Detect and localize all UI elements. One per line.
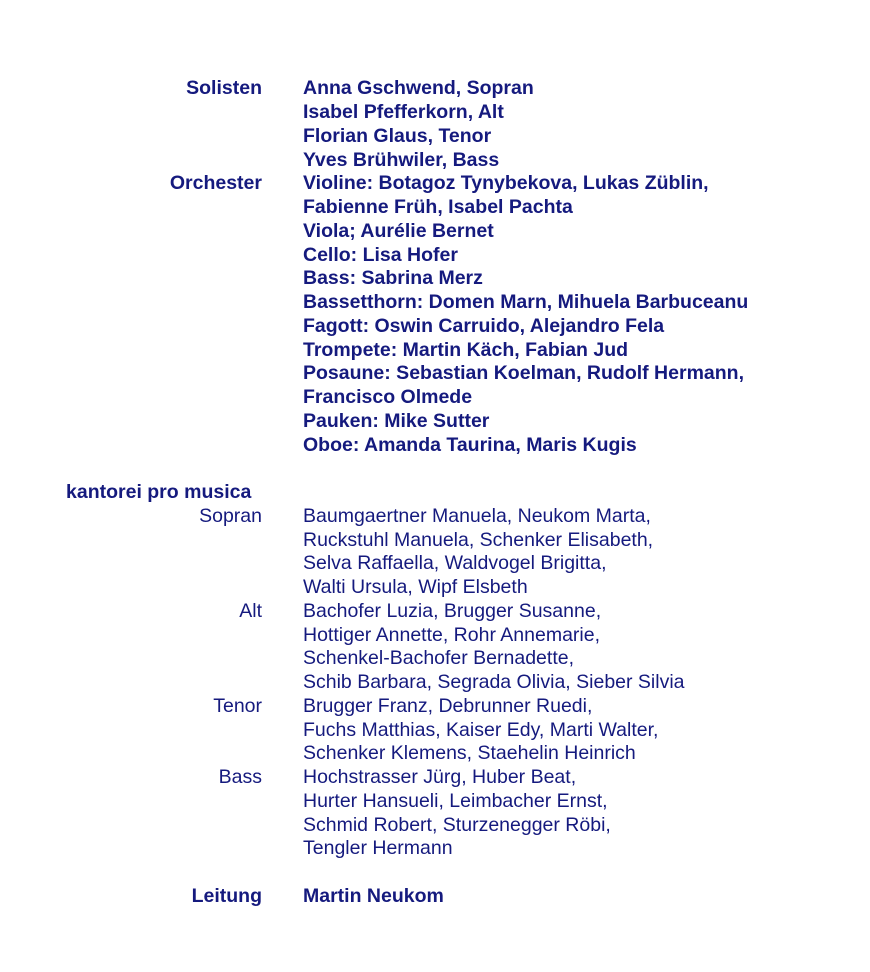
orchestra-line: Cello: Lisa Hofer [303, 244, 458, 266]
soloists-row-4 [0, 148, 870, 172]
orchestra-line: Bass: Sabrina Merz [303, 267, 483, 289]
choir-member-line: Schenkel-Bachofer Bernadette, [303, 647, 575, 669]
choir-member-line: Hottiger Annette, Rohr Annemarie, [303, 624, 601, 646]
tenor-row-3 [0, 741, 870, 765]
choir-member-line: Bachofer Luzia, Brugger Susanne, [303, 600, 602, 622]
orchestra-line: Fagott: Oswin Carruido, Alejandro Fela [303, 315, 665, 337]
sopran-row-3 [0, 551, 870, 575]
direction-row [0, 884, 870, 908]
orchestra-line: Bassetthorn: Domen Marn, Mihuela Barbuceanu [303, 291, 749, 313]
orchestra-row-6 [0, 290, 870, 314]
orchestra-row-7 [0, 314, 870, 338]
orchestra-line: Violine: Botagoz Tynybekova, Lukas Züblin, [303, 172, 709, 194]
sopran-label: Sopran [199, 505, 262, 527]
sopran-row-1 [0, 504, 870, 528]
alt-row-1 [0, 599, 870, 623]
soloists-row-2 [0, 100, 870, 124]
bass-row-1 [0, 765, 870, 789]
orchestra-row-10 [0, 385, 870, 409]
soloists-label: Solisten [186, 77, 262, 99]
choir-member-line: Walti Ursula, Wipf Elsbeth [303, 576, 528, 598]
orchestra-line: Trompete: Martin Käch, Fabian Jud [303, 339, 629, 361]
choir-title-row [0, 480, 870, 504]
choir-member-line: Brugger Franz, Debrunner Ruedi, [303, 695, 593, 717]
tenor-label: Tenor [213, 695, 262, 717]
direction-label: Leitung [191, 885, 262, 907]
bass-row-3 [0, 813, 870, 837]
bass-row-4 [0, 836, 870, 860]
choir-member-line: Hurter Hansueli, Leimbacher Ernst, [303, 790, 608, 812]
alt-row-3 [0, 646, 870, 670]
orchestra-line: Oboe: Amanda Taurina, Maris Kugis [303, 434, 637, 456]
choir-member-line: Tengler Hermann [303, 837, 453, 859]
tenor-row-1 [0, 694, 870, 718]
orchestra-line: Viola; Aurélie Bernet [303, 220, 494, 242]
alt-label: Alt [239, 600, 262, 622]
sopran-row-2 [0, 528, 870, 552]
bass-row-2 [0, 789, 870, 813]
orchestra-row-9 [0, 361, 870, 385]
choir-member-line: Fuchs Matthias, Kaiser Edy, Marti Walter, [303, 719, 659, 741]
soloists-row-3 [0, 124, 870, 148]
soloist-line: Florian Glaus, Tenor [303, 125, 492, 147]
choir-member-line: Schib Barbara, Segrada Olivia, Sieber Silvia [303, 671, 685, 693]
bass-label: Bass [218, 766, 262, 788]
orchestra-row-2 [0, 195, 870, 219]
orchestra-row-5 [0, 266, 870, 290]
choir-title: kantorei pro musica [66, 481, 252, 503]
orchestra-row-1 [0, 171, 870, 195]
choir-member-line: Ruckstuhl Manuela, Schenker Elisabeth, [303, 529, 654, 551]
orchestra-line: Francisco Olmede [303, 386, 473, 408]
soloist-line: Isabel Pfefferkorn, Alt [303, 101, 504, 123]
soloist-line: Yves Brühwiler, Bass [303, 149, 500, 171]
alt-row-2 [0, 623, 870, 647]
tenor-row-2 [0, 718, 870, 742]
choir-member-line: Schenker Klemens, Staehelin Heinrich [303, 742, 636, 764]
orchestra-label: Orchester [169, 172, 262, 194]
sopran-row-4 [0, 575, 870, 599]
choir-member-line: Baumgaertner Manuela, Neukom Marta, [303, 505, 651, 527]
orchestra-line: Posaune: Sebastian Koelman, Rudolf Hermann, [303, 362, 744, 384]
orchestra-line: Fabienne Früh, Isabel Pachta [303, 196, 573, 218]
director-name: Martin Neukom [303, 885, 444, 907]
orchestra-line: Pauken: Mike Sutter [303, 410, 490, 432]
orchestra-row-12 [0, 433, 870, 457]
soloists-row-1 [0, 76, 870, 100]
soloist-line: Anna Gschwend, Sopran [303, 77, 534, 99]
choir-member-line: Hochstrasser Jürg, Huber Beat, [303, 766, 577, 788]
choir-member-line: Schmid Robert, Sturzenegger Röbi, [303, 814, 611, 836]
choir-member-line: Selva Raffaella, Waldvogel Brigitta, [303, 552, 607, 574]
orchestra-row-11 [0, 409, 870, 433]
orchestra-row-4 [0, 243, 870, 267]
orchestra-row-3 [0, 219, 870, 243]
orchestra-row-8 [0, 338, 870, 362]
alt-row-4 [0, 670, 870, 694]
